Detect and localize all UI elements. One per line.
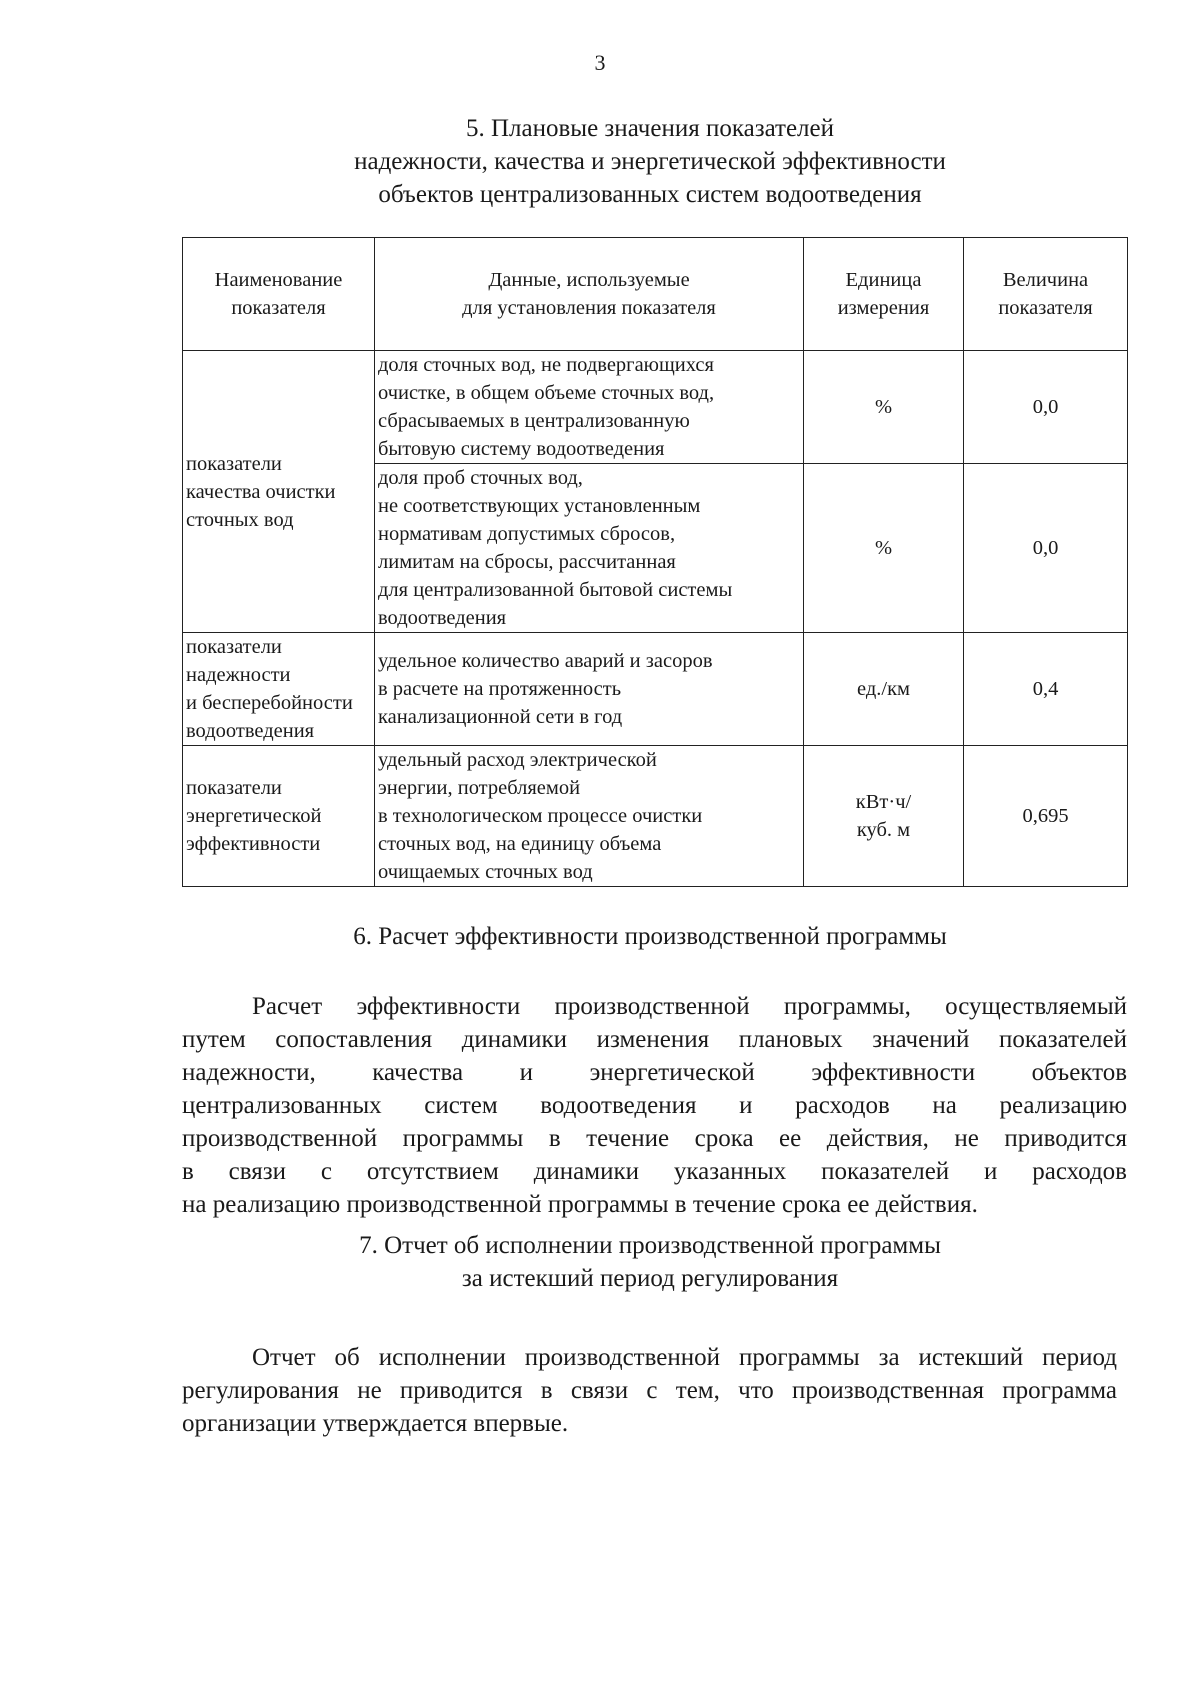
indicators-table <box>182 237 1128 887</box>
data-cell: доля проб сточных вод, не соответствующих установленным нормативам допустимых сбросов, лимитам на сбросы, рассчитанная для централизованной бытовой системы водоотведения <box>375 464 804 633</box>
paragraph-line: регулирования не приводится в связи с тем, что производственная программа <box>182 1377 1117 1404</box>
heading-line: объектов централизованных систем водоотведения <box>378 181 922 208</box>
value-cell: 0,4 <box>964 633 1128 746</box>
paragraph-line: организации утверждается впервые. <box>182 1410 569 1437</box>
heading-line: за истекший период регулирования <box>461 1265 839 1292</box>
paragraph-line: путем сопоставления динамики изменения плановых значений показателей <box>182 1026 1127 1053</box>
heading-line: надежности, качества и энергетической эффективности <box>354 148 946 175</box>
table-row <box>183 351 1128 464</box>
value-cell: 0,0 <box>964 351 1128 464</box>
data-cell: удельный расход электрической энергии, потребляемой в технологическом процессе очистки сточных вод, на единицу объема очищаемых сточных вод <box>375 746 804 887</box>
heading-line: 6. Расчет эффективности производственной программы <box>353 923 947 950</box>
paragraph-line: производственной программы в течение срока ее действия, не приводится <box>182 1125 1127 1152</box>
value-cell: 0,695 <box>964 746 1128 887</box>
unit-cell: ед./км <box>804 633 964 746</box>
indicator-name-cell: показатели качества очистки сточных вод <box>183 351 375 633</box>
header-unit: Единица измерения <box>804 238 964 351</box>
table-row <box>183 746 1128 887</box>
paragraph-line: надежности, качества и энергетической эффективности объектов <box>182 1059 1127 1086</box>
paragraph-line: Расчет эффективности производственной программы, осуществляемый <box>252 993 1127 1020</box>
heading-line: 7. Отчет об исполнении производственной программы <box>359 1232 941 1259</box>
header-value: Величина показателя <box>964 238 1128 351</box>
section-6-heading <box>160 920 1140 953</box>
table-row <box>183 633 1128 746</box>
section-6-paragraph <box>182 990 1127 1221</box>
header-indicator-name: Наименование показателя <box>183 238 375 351</box>
data-cell: удельное количество аварий и засоров в расчете на протяженность канализационной сети в год <box>375 633 804 746</box>
header-data-used: Данные, используемые для установления показателя <box>375 238 804 351</box>
paragraph-line: Отчет об исполнении производственной программы за истекший период <box>252 1344 1117 1371</box>
paragraph-line: на реализацию производственной программы в течение срока ее действия. <box>182 1191 978 1218</box>
section-7-heading <box>160 1229 1140 1295</box>
indicator-name-cell: показатели энергетической эффективности <box>183 746 375 887</box>
section-7-paragraph <box>182 1341 1117 1440</box>
data-cell: доля сточных вод, не подвергающихся очистке, в общем объеме сточных вод, сбрасываемых в централизованную бытовую систему водоотведения <box>375 351 804 464</box>
unit-cell: кВт·ч/ куб. м <box>804 746 964 887</box>
value-cell: 0,0 <box>964 464 1128 633</box>
paragraph-line: централизованных систем водоотведения и расходов на реализацию <box>182 1092 1127 1119</box>
unit-cell: % <box>804 351 964 464</box>
unit-cell: % <box>804 464 964 633</box>
heading-line: 5. Плановые значения показателей <box>465 115 835 142</box>
page-number: 3 <box>594 50 606 75</box>
paragraph-line: в связи с отсутствием динамики указанных показателей и расходов <box>182 1158 1127 1185</box>
section-5-heading <box>160 112 1140 211</box>
indicator-name-cell: показатели надежности и бесперебойности водоотведения <box>183 633 375 746</box>
table-header-row <box>183 238 1128 351</box>
